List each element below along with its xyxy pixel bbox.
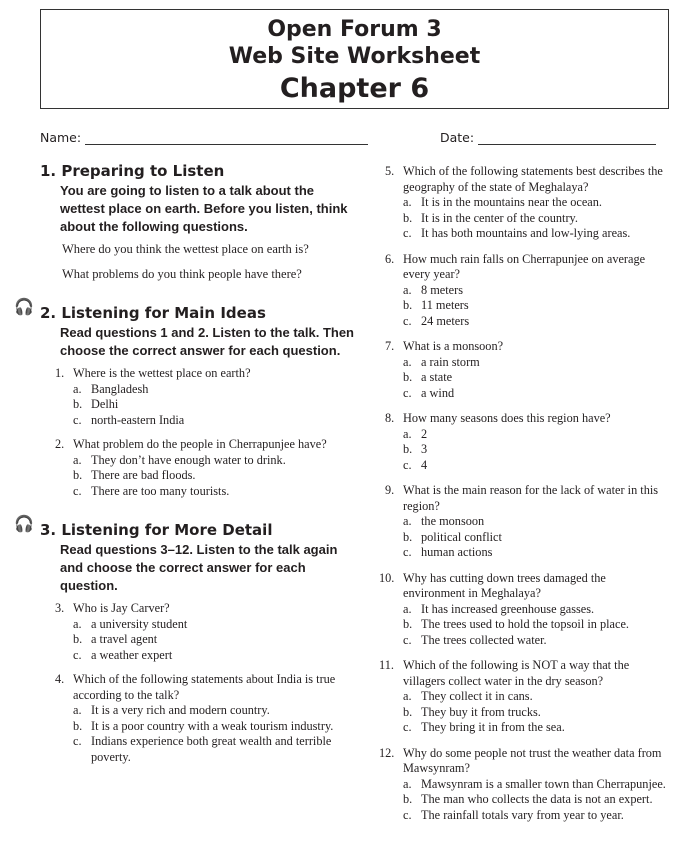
question-stem xyxy=(55,366,360,382)
section-2 xyxy=(14,297,360,360)
option-letter: b. xyxy=(73,397,83,411)
question-number: 11. xyxy=(379,658,394,672)
answer-option[interactable] xyxy=(55,617,360,633)
option-letter: a. xyxy=(403,426,412,441)
option-text: It is in the center of the country. xyxy=(421,210,578,225)
answer-option[interactable] xyxy=(379,720,670,736)
date-field xyxy=(440,130,656,145)
answer-option[interactable] xyxy=(385,355,670,371)
question-number: 8. xyxy=(385,411,395,425)
headphones-icon: 🎧 xyxy=(14,514,34,533)
answer-option[interactable] xyxy=(55,632,360,648)
question-stem xyxy=(55,672,360,703)
section-1-title: 1. Preparing to Listen xyxy=(40,162,225,180)
option-text: human actions xyxy=(421,545,493,559)
option-letter: a. xyxy=(403,776,412,791)
section-3-instructions: Read questions 3–12. Listen to the talk again and choose the correct answer for each question. xyxy=(60,542,338,593)
name-blank[interactable] xyxy=(85,132,368,145)
question-stem xyxy=(379,746,670,777)
book-title: Open Forum 3 xyxy=(267,17,442,42)
question-number: 3. xyxy=(55,601,65,615)
right-column xyxy=(379,164,670,823)
answer-option[interactable] xyxy=(385,514,670,530)
option-text: Bangladesh xyxy=(91,381,149,396)
option-text: 4 xyxy=(421,457,428,472)
option-letter: c. xyxy=(73,483,82,498)
question-12 xyxy=(379,746,670,824)
answer-option[interactable] xyxy=(55,382,360,398)
option-letter: a. xyxy=(403,195,412,209)
option-letter: c. xyxy=(73,647,82,662)
option-text: They collect it in cans. xyxy=(421,689,533,703)
answer-option[interactable] xyxy=(379,633,670,649)
answer-option[interactable] xyxy=(55,397,360,413)
option-letter: b. xyxy=(403,370,413,384)
name-label: Name: xyxy=(40,130,82,145)
question-number: 2. xyxy=(55,437,65,451)
answer-option[interactable] xyxy=(379,808,670,824)
question-10 xyxy=(379,571,670,649)
option-letter: c. xyxy=(403,313,412,328)
answer-option[interactable] xyxy=(379,617,670,633)
question-number: 5. xyxy=(385,164,395,178)
option-letter: b. xyxy=(403,617,413,631)
question-3 xyxy=(55,601,360,663)
question-stem xyxy=(385,483,670,514)
option-letter: a. xyxy=(403,354,412,369)
option-letter: b. xyxy=(73,632,83,646)
question-6 xyxy=(385,252,670,330)
answer-option[interactable] xyxy=(55,453,360,469)
question-text: What is the main reason for the lack of water in this region? xyxy=(403,483,659,513)
option-letter: c. xyxy=(403,226,412,240)
question-stem xyxy=(385,164,670,195)
answer-option[interactable] xyxy=(385,283,670,299)
answer-option[interactable] xyxy=(385,314,670,330)
question-text: What is a monsoon? xyxy=(403,339,504,353)
question-number: 9. xyxy=(385,483,395,497)
answer-option[interactable] xyxy=(385,195,670,211)
option-letter: a. xyxy=(403,514,412,528)
question-stem xyxy=(55,601,360,617)
answer-option[interactable] xyxy=(379,792,670,808)
section-1-instructions: You are going to listen to a talk about the wettest place on earth. Before you listen, think about the following questions. xyxy=(60,183,348,234)
question-text: How much rain falls on Cherrapunjee on average every year? xyxy=(403,251,646,281)
question-number: 1. xyxy=(55,366,65,380)
answer-option[interactable] xyxy=(385,211,670,227)
question-text: Who is Jay Carver? xyxy=(73,601,170,615)
section-3 xyxy=(14,514,360,595)
option-text: It is in the mountains near the ocean. xyxy=(421,195,602,209)
answer-option[interactable] xyxy=(379,777,670,793)
option-text: Indians experience both great wealth and terrible poverty. xyxy=(91,734,332,764)
question-text: Where is the wettest place on earth? xyxy=(73,366,251,380)
left-column xyxy=(14,161,360,765)
answer-option[interactable] xyxy=(55,648,360,664)
worksheet-title: Web Site Worksheet xyxy=(228,44,481,69)
title-box xyxy=(40,9,669,109)
prompt-1: Where do you think the wettest place on earth is? xyxy=(62,242,309,256)
option-text: There are bad floods. xyxy=(91,468,196,482)
option-text: Delhi xyxy=(91,397,119,411)
option-letter: c. xyxy=(73,734,82,748)
name-field xyxy=(40,130,368,145)
option-letter: a. xyxy=(403,689,412,703)
option-letter: b. xyxy=(73,468,83,482)
option-text: 24 meters xyxy=(421,313,470,328)
option-text: 2 xyxy=(421,426,428,441)
question-7 xyxy=(385,339,670,401)
option-text: a travel agent xyxy=(91,632,158,646)
option-text: 11 meters xyxy=(421,298,469,312)
option-text: political conflict xyxy=(421,529,502,544)
question-stem xyxy=(379,571,670,602)
option-letter: b. xyxy=(403,298,413,312)
question-text: Why do some people not trust the weather data from Mawsynram? xyxy=(403,745,662,775)
question-stem xyxy=(385,411,670,427)
option-letter: b. xyxy=(403,529,413,544)
question-11 xyxy=(379,658,670,736)
option-text: the monsoon xyxy=(421,514,485,528)
answer-option[interactable] xyxy=(385,530,670,546)
question-text: How many seasons does this region have? xyxy=(403,411,611,425)
answer-option[interactable] xyxy=(379,602,670,618)
option-letter: b. xyxy=(403,704,413,719)
option-letter: b. xyxy=(73,718,83,733)
option-letter: a. xyxy=(73,616,82,631)
option-text: It has both mountains and low-lying areas. xyxy=(421,226,631,240)
question-number: 4. xyxy=(55,672,65,686)
option-letter: a. xyxy=(73,381,82,396)
chapter-title: Chapter 6 xyxy=(279,73,430,104)
question-5 xyxy=(385,164,670,242)
option-letter: a. xyxy=(403,282,412,297)
headphones-icon: 🎧 xyxy=(14,297,34,316)
question-2 xyxy=(55,437,360,499)
option-letter: b. xyxy=(403,792,413,806)
option-text: a university student xyxy=(91,616,188,631)
option-text: They bring it in from the sea. xyxy=(421,720,565,734)
question-number: 12. xyxy=(379,745,395,760)
option-text: The rainfall totals vary from year to year. xyxy=(421,807,624,822)
question-stem xyxy=(379,658,670,689)
option-text: The trees collected water. xyxy=(421,632,547,647)
option-text: The trees used to hold the topsoil in place. xyxy=(421,617,629,631)
question-number: 7. xyxy=(385,339,395,353)
answer-option[interactable] xyxy=(55,719,360,735)
answer-option[interactable] xyxy=(385,298,670,314)
question-9 xyxy=(385,483,670,561)
answer-option[interactable] xyxy=(55,413,360,429)
question-text: What problem do the people in Cherrapunjee have? xyxy=(73,437,327,451)
option-letter: b. xyxy=(403,442,413,456)
option-text: It has increased greenhouse gasses. xyxy=(421,601,595,616)
option-text: Mawsynram is a smaller town than Cherrapunjee. xyxy=(421,776,666,791)
answer-option[interactable] xyxy=(385,226,670,242)
option-letter: c. xyxy=(403,545,412,559)
question-4 xyxy=(55,672,360,765)
answer-option[interactable] xyxy=(55,703,360,719)
question-stem xyxy=(385,252,670,283)
option-text: a weather expert xyxy=(91,647,173,662)
answer-option[interactable] xyxy=(379,689,670,705)
question-text: Which of the following statements about India is true according to the talk? xyxy=(73,672,336,702)
date-label: Date: xyxy=(440,130,475,145)
question-number: 10. xyxy=(379,570,395,585)
option-letter: a. xyxy=(403,601,412,616)
section-2-instructions: Read questions 1 and 2. Listen to the talk. Then choose the correct answer for each question. xyxy=(60,325,354,358)
question-number: 6. xyxy=(385,251,395,266)
section-3-title: 3. Listening for More Detail xyxy=(40,521,273,539)
option-text: 8 meters xyxy=(421,282,464,297)
answer-option[interactable] xyxy=(55,468,360,484)
option-text: There are too many tourists. xyxy=(91,483,230,498)
question-8 xyxy=(385,411,670,473)
option-letter: c. xyxy=(403,632,412,647)
option-letter: c. xyxy=(403,807,412,822)
option-text: It is a very rich and modern country. xyxy=(91,703,270,717)
option-letter: c. xyxy=(403,385,412,400)
option-text: a state xyxy=(421,370,453,384)
question-text: Which of the following statements best describes the geography of the state of Meghalaya? xyxy=(403,164,663,194)
option-text: a rain storm xyxy=(421,354,480,369)
answer-option[interactable] xyxy=(379,705,670,721)
option-letter: c. xyxy=(73,412,82,427)
section-1 xyxy=(40,161,360,236)
question-text: Why has cutting down trees damaged the environment in Meghalaya? xyxy=(403,570,606,600)
option-text: They don’t have enough water to drink. xyxy=(91,452,286,467)
option-text: It is a poor country with a weak tourism industry. xyxy=(91,718,334,733)
question-stem xyxy=(385,339,670,355)
answer-option[interactable] xyxy=(385,442,670,458)
answer-option[interactable] xyxy=(385,545,670,561)
option-text: 3 xyxy=(421,442,428,456)
option-letter: a. xyxy=(73,703,82,717)
option-letter: b. xyxy=(403,210,413,225)
answer-option[interactable] xyxy=(55,734,360,765)
answer-option[interactable] xyxy=(385,386,670,402)
option-letter: c. xyxy=(403,720,412,734)
answer-option[interactable] xyxy=(385,427,670,443)
date-blank[interactable] xyxy=(478,132,656,145)
answer-option[interactable] xyxy=(385,370,670,386)
answer-option[interactable] xyxy=(55,484,360,500)
question-text: Which of the following is NOT a way that the villagers collect water in the dry season? xyxy=(403,658,630,688)
question-stem xyxy=(55,437,360,453)
section-2-title: 2. Listening for Main Ideas xyxy=(40,304,266,322)
prompt-2: What problems do you think people have there? xyxy=(62,267,302,281)
option-text: a wind xyxy=(421,385,455,400)
answer-option[interactable] xyxy=(385,458,670,474)
option-letter: c. xyxy=(403,457,412,472)
option-letter: a. xyxy=(73,452,82,467)
option-text: north-eastern India xyxy=(91,412,185,427)
option-text: The man who collects the data is not an expert. xyxy=(421,792,653,806)
question-1 xyxy=(55,366,360,428)
option-text: They buy it from trucks. xyxy=(421,704,541,719)
